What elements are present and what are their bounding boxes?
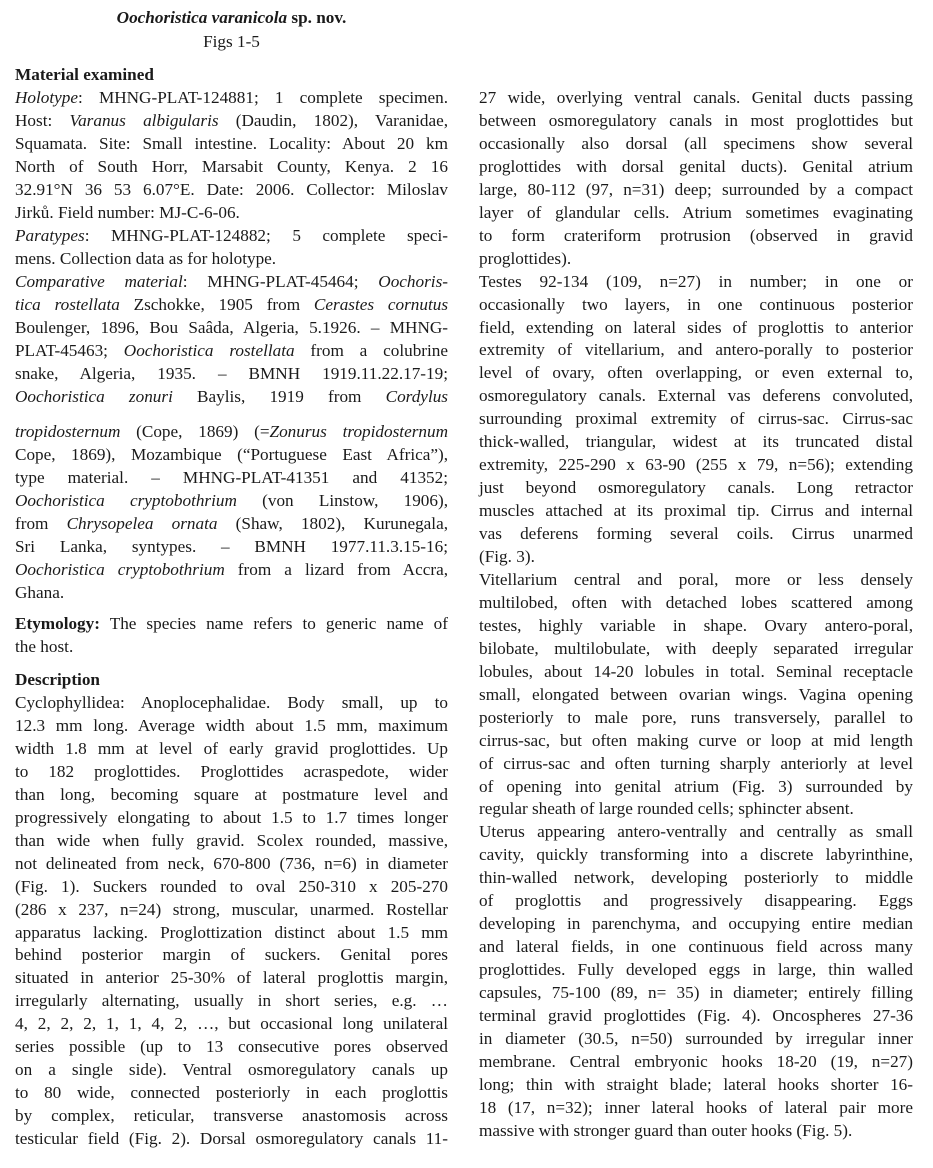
text-line: of cirrus-sac and often turning sharply anteriorly at level bbox=[479, 753, 913, 773]
text-line: osmoregulatory canals. External vas deferens convoluted, bbox=[479, 386, 913, 406]
text-line: (Fig. 1). Suckers rounded to oval 250-310 x 205-270 bbox=[15, 876, 448, 896]
text-segment: from bbox=[15, 514, 67, 533]
text-line: to 80 wide, connected posteriorly in each proglottis bbox=[15, 1083, 448, 1103]
text-segment: PLAT-45463; bbox=[15, 341, 124, 360]
taxon-name: Holotype bbox=[15, 88, 79, 107]
text-segment: 32.91°N 36 53 6.07°E. Date: 2006. Collector: Miloslav bbox=[15, 180, 448, 199]
text-line: and lateral fields, in one continuous field across many bbox=[479, 937, 913, 957]
taxon-name: Cordylus bbox=[385, 387, 448, 406]
text-line: thin-walled network, developing posteriorly to middle bbox=[479, 868, 913, 888]
text-segment: from a lizard from Accra, bbox=[224, 560, 448, 579]
text-segment: : MHNG-PLAT-45464; bbox=[182, 272, 379, 291]
text-line: testicular field (Fig. 2). Dorsal osmoregulatory canals 11- bbox=[15, 1129, 448, 1149]
text-line: vas deferens forming several coils. Cirrus unarmed bbox=[479, 524, 913, 544]
text-line: (286 x 237, n=24) strong, muscular, unarmed. Rostellar bbox=[15, 899, 448, 919]
text-line: layer of glandular cells. Atrium sometimes evaginating bbox=[479, 202, 913, 222]
text-line: occasionally two layers, in one continuous posterior bbox=[479, 294, 913, 314]
text-line: 27 wide, overlying ventral canals. Genital ducts passing bbox=[479, 88, 913, 107]
text-segment: from a colubrine bbox=[294, 341, 449, 360]
text-line: thick-walled, triangular, widest at its truncated distal bbox=[479, 432, 913, 452]
heading-etymology: Etymology: bbox=[15, 614, 100, 633]
taxon-name: Chrysopelea ornata bbox=[66, 514, 218, 533]
text-line bbox=[15, 421, 448, 443]
text-segment: Zschokke, 1905 from bbox=[119, 295, 314, 314]
taxon-name: Oochoristica cryptobothrium bbox=[15, 491, 237, 510]
species-status: sp. nov. bbox=[287, 8, 347, 27]
text-line bbox=[15, 582, 448, 604]
text-line: than wide when fully gravid. Scolex rounded, massive, bbox=[15, 830, 448, 850]
taxon-name: tica rostellata bbox=[15, 295, 120, 314]
text-line: progressively elongating to about 1.5 to 1.7 times longer bbox=[15, 807, 448, 827]
text-line: membrane. Central embryonic hooks 18-20 (19, n=27) bbox=[479, 1051, 913, 1071]
text-line: apparatus lacking. Proglottization distinct about 1.5 mm bbox=[15, 922, 448, 942]
text-segment: North of South Horr, Marsabit County, Kenya. 2 16 bbox=[15, 157, 448, 176]
text-line: to form crateriform protrusion (observed in gravid bbox=[479, 225, 913, 245]
text-segment: Host: bbox=[15, 111, 70, 130]
taxon-name: Oochoristica cryptobothrium bbox=[15, 560, 225, 579]
text-line: massive with stronger guard than outer hooks (Fig. 5). bbox=[479, 1120, 853, 1140]
text-line: 4, 2, 2, 2, 1, 1, 4, 2, …, but occasional long unilateral bbox=[15, 1014, 448, 1034]
text-line: developing in parenchyma, and occupying entire median bbox=[479, 914, 913, 934]
text-line: than long, becoming square at postmature level and bbox=[15, 784, 448, 804]
text-line bbox=[15, 363, 448, 385]
text-segment: type material. – MHNG-PLAT-41351 and 41352; bbox=[15, 468, 448, 487]
text-line: between osmoregulatory canals in most proglottides but bbox=[479, 110, 913, 130]
text-segment: Cope, 1869), Mozambique (“Portuguese East Africa”), bbox=[15, 445, 448, 464]
text-line bbox=[15, 317, 448, 339]
text-line: large, 80-112 (97, n=31) deep; surrounded by a compact bbox=[479, 179, 913, 199]
text-line: testes, highly variable in shape. Ovary antero-poral, bbox=[479, 615, 913, 635]
text-segment: mens. Collection data as for holotype. bbox=[15, 249, 277, 268]
text-line: lobules, about 14-20 lobules in total. Seminal receptacle bbox=[479, 661, 913, 681]
text-segment: Ghana. bbox=[15, 583, 65, 602]
text-line: proglottides). bbox=[479, 248, 572, 268]
text-line: Uterus appearing antero-ventrally and centrally as small bbox=[479, 822, 913, 842]
text-line bbox=[15, 87, 448, 109]
text-line bbox=[15, 467, 448, 489]
text-line: of opening into genital atrium (Fig. 3) surrounded by bbox=[479, 776, 913, 796]
text-line: 18 (17, n=32); inner lateral hooks of lateral pair more bbox=[479, 1097, 913, 1117]
text-line bbox=[15, 559, 448, 581]
text-segment: (Daudin, 1802), Varanidae, bbox=[218, 111, 448, 130]
text-line bbox=[15, 179, 448, 201]
text-line: cirrus-sac, but often making curve or loop at mid length bbox=[479, 730, 913, 750]
text-line: bilobate, multilobulate, with deeply separated irregular bbox=[479, 638, 913, 658]
text-line: occasionally also dorsal (all specimens show several bbox=[479, 133, 913, 153]
text-segment: (Cope, 1869) (= bbox=[120, 422, 270, 441]
taxon-name: Oochoristica rostellata bbox=[123, 341, 295, 360]
text-line: width 1.8 mm at level of early gravid proglottides. Up bbox=[15, 738, 448, 758]
text-line bbox=[15, 444, 448, 466]
text-segment: : MHNG-PLAT-124881; 1 complete specimen. bbox=[78, 88, 448, 107]
figure-reference: Figs 1-5 bbox=[203, 32, 260, 51]
taxon-name: Oochoristica zonuri bbox=[15, 387, 173, 406]
text-segment: (Shaw, 1802), Kurunegala, bbox=[217, 514, 448, 533]
text-line: capsules, 75-100 (89, n= 35) in diameter; entirely filling bbox=[479, 983, 913, 1003]
etymology-text-end: the host. bbox=[15, 637, 74, 656]
text-line: series possible (up to 13 consecutive pores observed bbox=[15, 1037, 448, 1057]
text-line: surrounding proximal extremity of cirrus-sac. Cirrus-sac bbox=[479, 409, 913, 429]
text-line bbox=[15, 340, 448, 362]
text-segment: Jirků. Field number: MJ-C-6-06. bbox=[15, 203, 240, 222]
text-line: irregularly alternating, usually in short series, e.g. … bbox=[15, 991, 448, 1011]
text-line bbox=[15, 513, 448, 535]
species-name: Oochoristica varanicola bbox=[116, 8, 288, 27]
text-line: terminal gravid proglottides (Fig. 4). Oncospheres 27-36 bbox=[479, 1006, 913, 1025]
text-line: multilobed, often with detached lobes scattered among bbox=[479, 592, 913, 612]
taxon-name: Comparative material bbox=[15, 272, 183, 291]
text-line bbox=[15, 156, 448, 178]
taxon-name: Cerastes cornutus bbox=[313, 295, 449, 314]
etymology-paragraph bbox=[15, 613, 448, 635]
text-line: 12.3 mm long. Average width about 1.5 mm, maximum bbox=[15, 715, 448, 735]
taxon-name: Varanus albigularis bbox=[69, 111, 219, 130]
text-line: Testes 92-134 (109, n=27) in number; in one or bbox=[479, 271, 913, 291]
text-line: on a single side). Ventral osmoregulatory canals up bbox=[15, 1060, 448, 1080]
text-line: small, elongated between ovarian wings. Vagina opening bbox=[479, 684, 913, 704]
taxon-name: Zonurus tropidosternum bbox=[269, 422, 448, 441]
text-line: of proglottis and progressively disappearing. Eggs bbox=[479, 891, 913, 911]
text-line: proglottides with dorsal genital ducts). Genital atrium bbox=[479, 156, 913, 176]
text-line bbox=[15, 202, 448, 224]
text-segment: : MHNG-PLAT-124882; 5 complete speci- bbox=[84, 226, 448, 245]
text-line: Cyclophyllidea: Anoplocephalidae. Body small, up to bbox=[15, 693, 448, 712]
text-line: in diameter (30.5, n=50) surrounded by irregular inner bbox=[479, 1028, 913, 1048]
text-line bbox=[15, 248, 448, 270]
text-line bbox=[15, 225, 448, 247]
text-line: not delineated from neck, 670-800 (736, n=6) in diameter bbox=[15, 853, 448, 873]
text-line: behind posterior margin of suckers. Genital pores bbox=[15, 945, 448, 965]
text-segment: (von Linstow, 1906), bbox=[236, 491, 448, 510]
text-line: by complex, reticular, transverse anastomosis across bbox=[15, 1106, 448, 1126]
text-line: field, extending on lateral sides of proglottis to anterior bbox=[479, 317, 913, 337]
text-segment: Boulenger, 1896, Bou Saâda, Algeria, 5.1926. – MHNG- bbox=[15, 318, 448, 337]
text-line: regular sheath of large rounded cells; sphincter absent. bbox=[479, 799, 854, 819]
heading-material-examined: Material examined bbox=[15, 65, 154, 84]
text-line: situated in anterior 25-30% of lateral proglottis margin, bbox=[15, 968, 448, 988]
text-line: proglottides. Fully developed eggs in large, thin walled bbox=[479, 960, 913, 980]
text-segment: Squamata. Site: Small intestine. Locality: About 20 km bbox=[15, 134, 448, 153]
species-title bbox=[15, 7, 448, 29]
text-line: (Fig. 3). bbox=[479, 547, 535, 566]
text-segment: snake, Algeria, 1935. – BMNH 1919.11.22.17-19; bbox=[15, 364, 448, 383]
text-segment: Sri Lanka, syntypes. – BMNH 1977.11.3.15-16; bbox=[15, 537, 448, 556]
text-line: long; thin with straight blade; lateral hooks shorter 16- bbox=[479, 1074, 913, 1094]
text-line: just beyond osmoregulatory canals. Long retractor bbox=[479, 478, 913, 498]
text-line: to 182 proglottides. Proglottides acraspedote, wider bbox=[15, 761, 448, 781]
taxon-name: tropidosternum bbox=[15, 422, 121, 441]
text-line: cavity, quickly transforming into a discrete labyrinthine, bbox=[479, 845, 913, 865]
text-line: Vitellarium central and poral, more or less densely bbox=[479, 569, 913, 589]
text-line: extremity, 225-290 x 63-90 (255 x 79, n=56); extending bbox=[479, 455, 913, 475]
etymology-text: The species name refers to generic name of bbox=[99, 614, 448, 633]
text-line: extremity of vitellarium, and antero-porally to posterior bbox=[479, 340, 913, 360]
heading-description: Description bbox=[15, 670, 100, 689]
taxon-name: Paratypes bbox=[15, 226, 85, 245]
text-line bbox=[15, 133, 448, 155]
text-line: posteriorly to male pore, runs transversely, parallel to bbox=[479, 707, 913, 727]
text-line bbox=[15, 386, 448, 408]
text-line bbox=[15, 536, 448, 558]
text-line: muscles attached at its proximal tip. Cirrus and internal bbox=[479, 501, 913, 521]
text-line bbox=[15, 294, 448, 316]
text-line: level of ovary, often overlapping, or even external to, bbox=[479, 363, 913, 383]
text-line bbox=[15, 110, 448, 132]
text-line bbox=[15, 490, 448, 512]
text-segment: Baylis, 1919 from bbox=[172, 387, 386, 406]
taxon-name: Oochoris- bbox=[378, 272, 448, 291]
text-line bbox=[15, 271, 448, 293]
